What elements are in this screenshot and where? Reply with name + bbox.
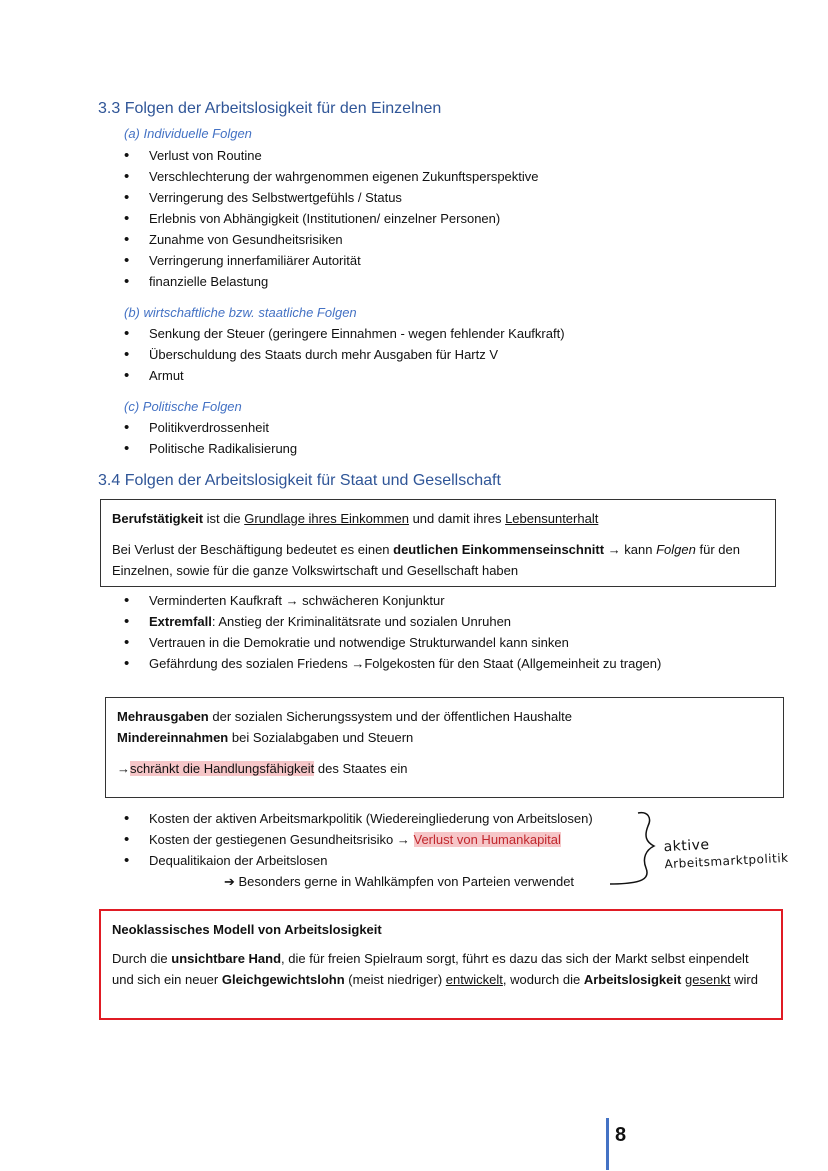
- box-title: Neoklassisches Modell von Arbeitslosigkeit: [112, 922, 382, 937]
- page-number: 8: [615, 1124, 627, 1146]
- curly-brace-icon: [600, 808, 660, 888]
- list-item: • Verringerung innerfamiliärer Autorität: [124, 250, 539, 271]
- subheading-c: (c) Politische Folgen: [124, 399, 242, 414]
- underlined-text: gesenkt: [684, 972, 731, 987]
- list-item: [124, 590, 661, 611]
- text: Gefährdung des sozialen Friedens →Folgekosten für den Staat (Allgemeinheit zu tragen): [149, 656, 662, 671]
- text: für den Einzelnen, sowie für die ganze Volkswirtschaft und Gesellschaft haben: [112, 542, 740, 578]
- list-item: • Erlebnis von Abhängigkeit (Institutionen/ einzelner Personen): [124, 208, 539, 229]
- list-item: • Politische Radikalisierung: [124, 438, 297, 459]
- handwritten-note: [663, 833, 789, 873]
- bold-text: unsichtbare Hand: [171, 951, 282, 966]
- list-costs: [124, 808, 593, 871]
- handwritten-line: aktive: [663, 836, 710, 856]
- highlighted-text: Verlust von Humankapital: [413, 832, 561, 847]
- bold-text: Mehrausgaben: [117, 709, 209, 724]
- handwritten-line: Arbeitsmarktpolitik: [664, 850, 789, 872]
- text: der sozialen Sicherungssystem und der öffentlichen Haushalte: [208, 709, 573, 724]
- text: des Staates ein: [314, 761, 408, 776]
- italic-text: Folgen: [656, 542, 696, 557]
- list-item: • Senkung der Steuer (geringere Einnahmen - wegen fehlender Kaufkraft): [124, 323, 565, 344]
- text: wird: [730, 972, 758, 987]
- text: Durch die: [112, 951, 172, 966]
- subheading-b: (b) wirtschaftliche bzw. staatliche Folgen: [124, 305, 357, 320]
- list-item: • Dequalitikaion der Arbeitslosen: [124, 850, 593, 871]
- arrow-note: ➔ Besonders gerne in Wahlkämpfen von Parteien verwendet: [224, 874, 575, 889]
- text: Kosten der gestiegenen Gesundheitsrisiko →: [149, 832, 414, 847]
- info-box-employment: [100, 499, 776, 587]
- info-box-expenses: [105, 697, 784, 798]
- list-item: • Überschuldung des Staats durch mehr Ausgaben für Hartz V: [124, 344, 565, 365]
- list-item: • finanzielle Belastung: [124, 271, 539, 292]
- list-economic: [124, 323, 565, 386]
- info-box-neoclassical: [99, 909, 783, 1020]
- underlined-text: Lebensunterhalt: [505, 511, 599, 526]
- text: Vertrauen in die Demokratie und notwendige Strukturwandel kann sinken: [149, 635, 569, 650]
- bold-text: Gleichgewichtslohn: [221, 972, 345, 987]
- text: : Anstieg der Kriminalitätsrate und sozialen Unruhen: [211, 614, 512, 629]
- highlighted-text: schränkt die Handlungsfähigkeit: [130, 761, 315, 776]
- list-item: [124, 653, 661, 674]
- list-item: • Armut: [124, 365, 565, 386]
- list-item: [124, 829, 593, 850]
- list-item: • Kosten der aktiven Arbeitsmarkpolitik (Wiedereingliederung von Arbeitslosen): [124, 808, 593, 829]
- text: bei Sozialabgaben und Steuern: [228, 730, 414, 745]
- subheading-a: (a) Individuelle Folgen: [124, 126, 252, 141]
- text: Verminderten Kaufkraft → schwächeren Konjunktur: [149, 593, 445, 608]
- text: → kann: [604, 542, 657, 557]
- text: und damit ihres: [408, 511, 506, 526]
- text: ist die: [203, 511, 245, 526]
- list-item: [124, 632, 661, 653]
- bold-text: Berufstätigkeit: [112, 511, 204, 526]
- arrow-text: →: [117, 761, 130, 776]
- underlined-text: entwickelt: [445, 972, 503, 987]
- heading-3-4: 3.4 Folgen der Arbeitslosigkeit für Staat und Gesellschaft: [98, 472, 501, 489]
- list-item: • Verschlechterung der wahrgenommen eigenen Zukunftsperspektive: [124, 166, 539, 187]
- list-political: [124, 417, 297, 459]
- underlined-text: Grundlage ihres Einkommen: [244, 511, 409, 526]
- list-item: [124, 611, 661, 632]
- text: Bei Verlust der Beschäftigung bedeutet es einen: [112, 542, 394, 557]
- list-item: • Zunahme von Gesundheitsrisiken: [124, 229, 539, 250]
- list-individual: [124, 145, 539, 292]
- page-number-bar: [606, 1118, 609, 1170]
- list-consequences: [124, 590, 661, 674]
- bold-text: Mindereinnahmen: [117, 730, 229, 745]
- bold-text: deutlichen Einkommenseinschnitt: [393, 542, 605, 557]
- bold-text: Arbeitslosigkeit: [583, 972, 682, 987]
- text: (meist niedriger): [344, 972, 446, 987]
- heading-3-3: 3.3 Folgen der Arbeitslosigkeit für den Einzelnen: [98, 100, 442, 117]
- text: , die für freien Spielraum sorgt, führt es dazu das sich der Markt selbst einpendelt und sich ein neuer: [112, 951, 749, 987]
- text: , wodurch die: [502, 972, 584, 987]
- list-item: • Verringerung des Selbstwertgefühls / Status: [124, 187, 539, 208]
- bold-text: Extremfall: [149, 614, 212, 629]
- list-item: • Politikverdrossenheit: [124, 417, 297, 438]
- list-item: • Verlust von Routine: [124, 145, 539, 166]
